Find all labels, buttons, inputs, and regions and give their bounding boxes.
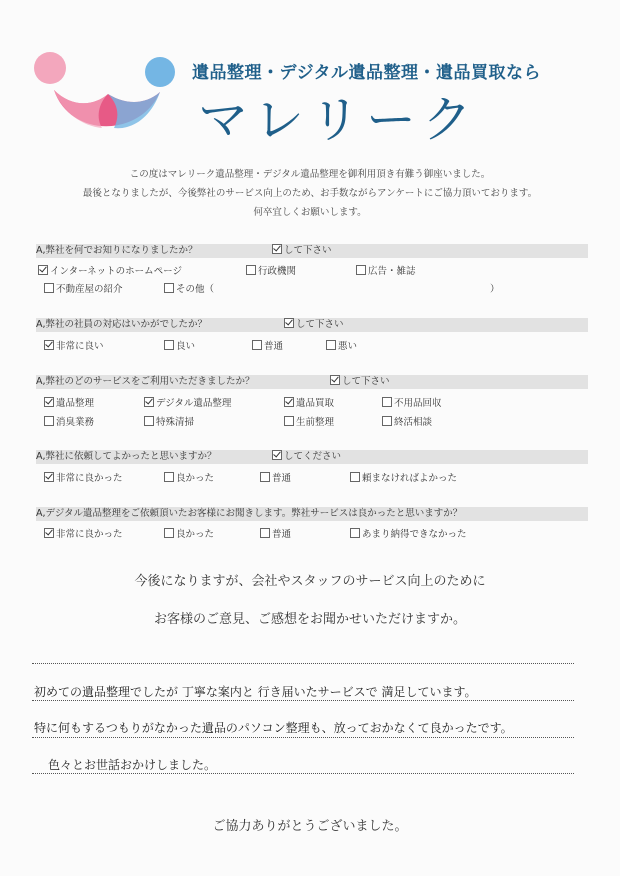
maleric-logo-icon bbox=[32, 46, 182, 136]
option-normal[interactable]: 普通 bbox=[260, 470, 291, 484]
checkbox-icon[interactable] bbox=[260, 528, 270, 538]
checkbox-icon[interactable] bbox=[144, 416, 154, 426]
comment-prompt-line2: お客様のご意見、ご感想をお聞かせいただけますか。 bbox=[153, 612, 466, 627]
option-real-estate[interactable]: 不動産屋の紹介 bbox=[44, 281, 123, 295]
handwritten-comment: 特に何もするつもりがなかった遺品のパソコン整理も、放っておかなくて良かったです。 bbox=[34, 721, 513, 735]
question-header bbox=[36, 507, 588, 521]
checkbox-icon[interactable] bbox=[382, 397, 392, 407]
checkmark-icon bbox=[272, 450, 282, 460]
option-digital-cleanup[interactable]: デジタル遺品整理 bbox=[144, 395, 231, 409]
option-special-cleaning[interactable]: 特殊清掃 bbox=[144, 414, 194, 428]
checkbox-icon[interactable] bbox=[44, 472, 54, 482]
brand-name: マレリーク bbox=[198, 91, 478, 149]
question-header bbox=[36, 375, 588, 389]
option-good[interactable]: 良い bbox=[164, 338, 195, 352]
intro-line: この度はマレリーク遺品整理・デジタル遺品整理を御利用頂き有難う御座いました。 bbox=[129, 169, 491, 180]
checkmark-icon bbox=[330, 375, 340, 385]
option-should-not-have[interactable]: 頼まなければよかった bbox=[350, 470, 457, 484]
option-other[interactable]: その他（ bbox=[164, 281, 214, 295]
option-good[interactable]: 良かった bbox=[164, 470, 214, 484]
checkbox-icon[interactable] bbox=[44, 397, 54, 407]
comment-rule bbox=[32, 773, 574, 774]
option-very-good[interactable]: 非常に良い bbox=[44, 338, 104, 352]
option-normal[interactable]: 普通 bbox=[260, 526, 291, 540]
checkbox-icon[interactable] bbox=[44, 283, 54, 293]
instruction: してください bbox=[272, 450, 341, 464]
question-glad-requested bbox=[36, 450, 588, 484]
handwritten-comment: 色々とお世話おかけしました。 bbox=[48, 758, 217, 772]
checkbox-icon[interactable] bbox=[252, 340, 262, 350]
checkbox-icon[interactable] bbox=[246, 265, 256, 275]
question-title: A,弊社の社員の対応はいかがでしたか？ bbox=[36, 319, 208, 330]
checkbox-icon[interactable] bbox=[164, 472, 174, 482]
option-ads[interactable]: 広告・雑誌 bbox=[356, 263, 416, 277]
option-estate-cleanup[interactable]: 遺品整理 bbox=[44, 395, 94, 409]
comment-prompt-line1: 今後になりますが、会社やスタッフのサービス向上のために bbox=[134, 574, 486, 589]
question-title: A,デジタル遺品整理をご依頼頂いたお客様にお聞きします。弊社サービスは良かったと思いますか？ bbox=[36, 508, 463, 519]
instruction: して下さい bbox=[284, 318, 344, 332]
option-normal[interactable]: 普通 bbox=[252, 338, 283, 352]
comment-rule bbox=[32, 700, 574, 701]
question-digital-service bbox=[36, 507, 588, 540]
checkbox-icon[interactable] bbox=[326, 340, 336, 350]
option-estate-purchase[interactable]: 遺品買取 bbox=[284, 395, 334, 409]
checkbox-icon[interactable] bbox=[44, 416, 54, 426]
option-internet[interactable]: インターネットのホームページ bbox=[38, 263, 182, 277]
checkbox-icon[interactable] bbox=[382, 416, 392, 426]
option-very-good[interactable]: 非常に良かった bbox=[44, 526, 123, 540]
option-not-satisfied[interactable]: あまり納得できなかった bbox=[350, 526, 467, 540]
option-good[interactable]: 良かった bbox=[164, 526, 214, 540]
question-title: A,弊社に依頼してよかったと思いますか？ bbox=[36, 451, 217, 462]
intro-line: 何卒宜しくお願いします。 bbox=[253, 207, 367, 218]
checkbox-icon[interactable] bbox=[44, 528, 54, 538]
checkmark-icon bbox=[284, 318, 294, 328]
option-very-good[interactable]: 非常に良かった bbox=[44, 470, 123, 484]
option-deodorizing[interactable]: 消臭業務 bbox=[44, 414, 94, 428]
checkbox-icon[interactable] bbox=[164, 283, 174, 293]
question-header bbox=[36, 244, 588, 258]
option-government[interactable]: 行政機関 bbox=[246, 263, 296, 277]
comment-rule bbox=[32, 663, 574, 664]
checkmark-icon bbox=[272, 244, 282, 254]
checkbox-icon[interactable] bbox=[260, 472, 270, 482]
question-header bbox=[36, 450, 588, 464]
intro-line: 最後となりましたが、今後弊社のサービス向上のため、お手数ながらアンケートにご協力頂いております。 bbox=[82, 188, 538, 199]
checkbox-icon[interactable] bbox=[284, 397, 294, 407]
question-how-found bbox=[36, 244, 588, 295]
checkbox-icon[interactable] bbox=[164, 528, 174, 538]
checkbox-icon[interactable] bbox=[350, 528, 360, 538]
thank-you-text: ご協力ありがとうございました。 bbox=[212, 819, 408, 834]
question-services-used bbox=[36, 375, 588, 428]
question-header bbox=[36, 318, 588, 332]
intro-text bbox=[0, 165, 620, 222]
tagline: 遺品整理・デジタル遺品整理・遺品買取なら bbox=[192, 63, 541, 83]
option-pre-death-cleanup[interactable]: 生前整理 bbox=[284, 414, 334, 428]
option-junk-removal[interactable]: 不用品回収 bbox=[382, 395, 442, 409]
question-staff-response bbox=[36, 318, 588, 352]
checkbox-icon[interactable] bbox=[144, 397, 154, 407]
checkbox-icon[interactable] bbox=[38, 265, 48, 275]
option-end-of-life-consult[interactable]: 終活相談 bbox=[382, 414, 432, 428]
checkbox-icon[interactable] bbox=[164, 340, 174, 350]
other-close-paren: ） bbox=[490, 284, 500, 295]
handwritten-comment: 初めての遺品整理でしたが 丁寧な案内と 行き届いたサービスで 満足しています。 bbox=[34, 685, 477, 699]
checkbox-icon[interactable] bbox=[350, 472, 360, 482]
checkbox-icon[interactable] bbox=[284, 416, 294, 426]
option-bad[interactable]: 悪い bbox=[326, 338, 357, 352]
checkbox-icon[interactable] bbox=[356, 265, 366, 275]
question-title: A,弊社を何でお知りになりましたか？ bbox=[36, 245, 198, 256]
instruction: して下さい bbox=[330, 375, 390, 389]
checkbox-icon[interactable] bbox=[44, 340, 54, 350]
question-title: A,弊社のどのサービスをご利用いただきましたか？ bbox=[36, 376, 255, 387]
instruction: して下さい bbox=[272, 244, 332, 258]
comment-rule bbox=[32, 737, 574, 738]
